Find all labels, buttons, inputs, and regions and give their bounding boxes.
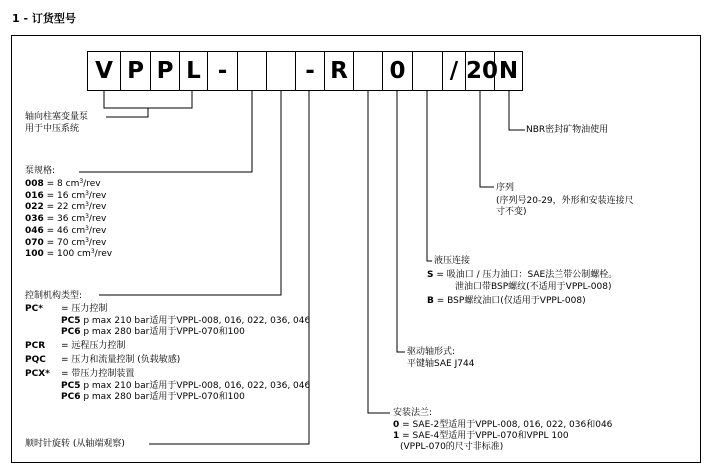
flange-1-key: 1 [393,431,400,441]
control-pcx [25,369,134,380]
displacement-sup: 3 [85,201,89,209]
displacement-code: 100 [25,249,44,260]
control-pqc [25,355,180,366]
code-box-r: R [324,51,354,91]
displacement-value: = 16 cm [43,190,86,201]
control-pc6-text: p max 280 bar适用于VPPL-070和100 [80,327,245,337]
displacement-sup: 3 [79,178,84,185]
displacement-sup: 3 [90,248,95,256]
displacement-sup: 3 [85,189,89,197]
flange-option-1-cont: (VPPL-070的尺寸非标准) [400,442,504,452]
connection-s-cont: 泄油口带BSP螺纹(不适用于VPPL-008) [455,282,612,292]
displacement-unit: /rev [88,190,107,201]
connection-s-key: S [427,270,434,280]
displacement-code: 022 [25,202,44,213]
connection-b-text: = BSP螺纹油口(仅适用于VPPL-008) [433,296,586,306]
displacement-row [25,249,112,260]
code-box-dash1: - [207,51,238,91]
control-pcx6-key: PC6 [61,392,81,402]
control-pcr [25,341,125,352]
displacement-value: = 100 cm [43,249,91,260]
pump-type-line1: 轴向柱塞变量泵 [25,112,89,122]
displacement-unit: /rev [88,225,107,236]
displacement-code: 070 [25,237,44,248]
displacement-sup: 3 [85,213,89,221]
displacement-unit: /rev [83,179,101,189]
control-pcx5-key: PC5 [61,381,81,391]
displacement-value: = 36 cm [43,214,86,225]
section-title: 1 - 订货型号 [12,12,76,25]
displacement-row [25,238,106,249]
rotation-note: 顺时针旋转 (从轴端观察) [25,439,125,449]
shaft-text: 平键轴SAE J744 [407,359,475,369]
control-pcx6-text: p max 280 bar适用于VPPL-070和100 [80,392,245,402]
displacement-code: 016 [25,190,44,201]
flange-0-text: = SAE-2型适用于VPPL-008, 016, 022, 036和046 [399,420,613,430]
control-pc6-key: PC6 [61,327,81,337]
control-pc [25,304,107,315]
control-pcr-text: = 远程压力控制 [61,341,126,351]
displacement-row [25,191,106,202]
control-pc5 [61,316,310,327]
control-heading: 控制机构类型: [25,291,83,301]
displacement-row [25,226,106,237]
control-pcx6 [61,392,245,403]
series-line1: (序列号20-29，外形和安装连接尺 [496,196,634,206]
code-box-20: 20 [465,51,495,91]
series-line2: 寸不变) [496,207,527,217]
control-pcx5-text: p max 210 bar适用于VPPL-008, 016, 022, 036, 046 [80,381,311,391]
displacement-unit: /rev [88,202,107,213]
flange-1-text: = SAE-4型适用于VPPL-070和VPPL 100 [399,431,569,441]
seal-note: NBR密封矿物油使用 [526,125,609,135]
connection-heading: 液压连接 [434,256,471,266]
displacement-unit: /rev [94,249,113,260]
series-heading: 序列 [496,183,515,193]
control-pc5-key: PC5 [61,316,81,326]
code-box-v: V [87,51,121,91]
code-box-slash: / [442,51,466,91]
code-box-p2: P [150,51,180,91]
control-pc5-text: p max 210 bar适用于VPPL-008, 016, 022, 036, 046 [80,316,311,326]
displacement-value: = 8 cm [43,179,80,189]
control-pc-key: PC* [25,304,43,314]
displacement-row [25,202,106,213]
connection-s [427,270,617,281]
pump-type-line2: 用于中压系统 [25,124,80,134]
code-box-0: 0 [382,51,413,91]
code-box-p1: P [120,51,151,91]
displacement-value: = 46 cm [43,225,86,236]
control-pqc-key: PQC [25,355,46,365]
connection-s-text: = 吸油口 / 压力油口：SAE法兰带公制螺栓。 [433,270,618,280]
displacement-unit: /rev [88,237,107,248]
connection-b [427,296,586,307]
displacement-code: 046 [25,225,44,236]
flange-heading: 安装法兰: [393,408,433,418]
displacement-heading: 泵规格: [25,166,56,176]
displacement-value: = 70 cm [43,237,86,248]
control-pcx-key: PCX* [25,369,50,379]
flange-option-0 [393,420,612,431]
control-pcx-text: = 带压力控制装置 [61,369,135,379]
code-box-dash2: - [295,51,325,91]
displacement-unit: /rev [88,214,107,225]
displacement-code: 008 [25,179,44,189]
displacement-code: 036 [25,214,44,225]
control-pc-text: = 压力控制 [61,304,108,314]
shaft-heading: 驱动轴形式: [407,347,456,357]
displacement-sup: 3 [85,224,89,232]
control-pcx5 [61,381,310,392]
flange-0-key: 0 [393,420,400,430]
flange-option-1 [393,431,569,442]
displacement-value: = 22 cm [43,202,86,213]
displacement-row [25,179,101,190]
control-pqc-text: = 压力和流量控制 (负载敏感) [61,355,181,365]
displacement-row [25,214,106,225]
code-box-l: L [179,51,208,91]
code-box-n: N [494,51,523,91]
connection-b-key: B [427,296,434,306]
displacement-sup: 3 [85,236,89,244]
control-pc6 [61,327,245,338]
control-pcr-key: PCR [25,341,46,351]
